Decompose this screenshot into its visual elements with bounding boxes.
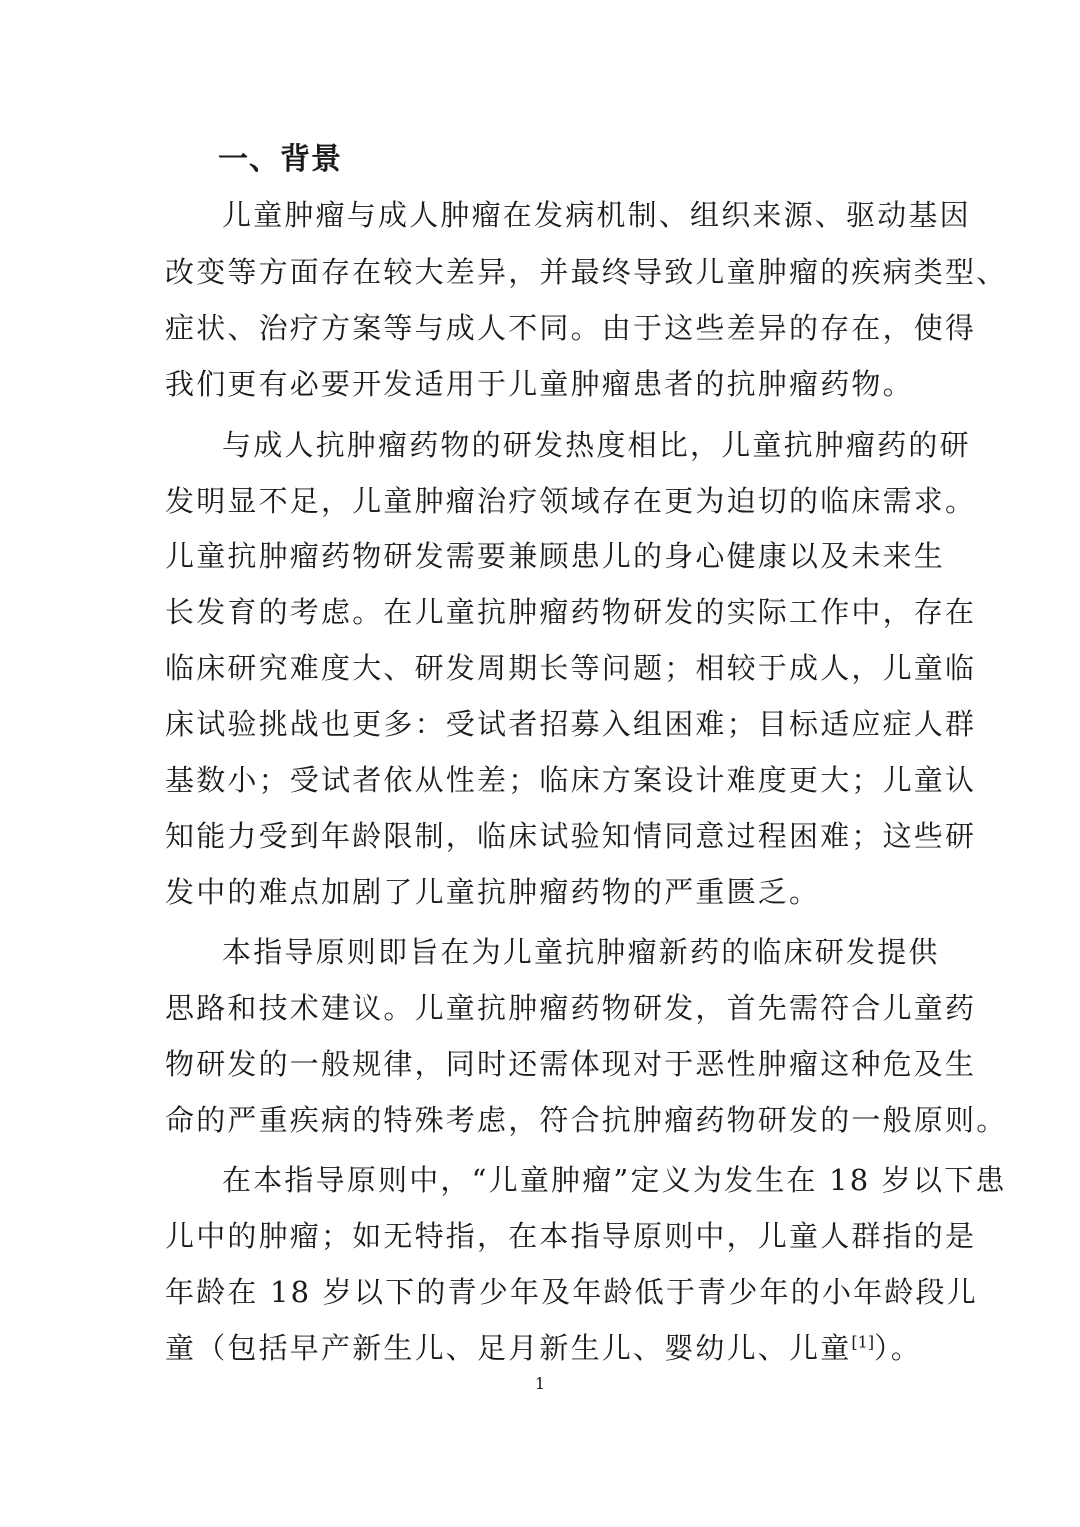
paragraph-3-line-1: 本指导原则即旨在为儿童抗肿瘤新药的临床研发提供	[222, 935, 940, 969]
paragraph-2-line-3: 儿童抗肿瘤药物研发需要兼顾患儿的身心健康以及未来生	[165, 539, 946, 573]
section-heading: 一、背景	[218, 142, 342, 177]
paragraph-2-line-2: 发明显不足，儿童肿瘤治疗领域存在更为迫切的临床需求。	[165, 484, 977, 518]
paragraph-2-line-9: 发中的难点加剧了儿童抗肿瘤药物的严重匮乏。	[165, 875, 821, 909]
paragraph-3-line-3: 物研发的一般规律，同时还需体现对于恶性肿瘤这种危及生	[165, 1047, 977, 1081]
paragraph-4-line-1: 在本指导原则中，“儿童肿瘤”定义为发生在 18 岁以下患	[222, 1163, 1007, 1197]
paragraph-2-line-7: 基数小；受试者依从性差；临床方案设计难度更大；儿童认	[165, 763, 977, 797]
paragraph-4-line-4-text: 童（包括早产新生儿、足月新生儿、婴幼儿、儿童	[165, 1331, 852, 1365]
paragraph-2-line-5: 临床研究难度大、研发周期长等问题；相较于成人，儿童临	[165, 651, 977, 685]
paragraph-1-line-3: 症状、治疗方案等与成人不同。由于这些差异的存在，使得	[165, 311, 977, 345]
paragraph-2-line-8: 知能力受到年龄限制，临床试验知情同意过程困难；这些研	[165, 819, 977, 853]
paragraph-2-line-4: 长发育的考虑。在儿童抗肿瘤药物研发的实际工作中，存在	[165, 595, 977, 629]
reference-mark: [1]	[851, 1332, 875, 1352]
paragraph-4-line-2: 儿中的肿瘤；如无特指，在本指导原则中，儿童人群指的是	[165, 1219, 977, 1253]
paragraph-1-line-1: 儿童肿瘤与成人肿瘤在发病机制、组织来源、驱动基因	[222, 198, 971, 232]
paragraph-4-line-4	[165, 1328, 922, 1368]
paragraph-3-line-4: 命的严重疾病的特殊考虑，符合抗肿瘤药物研发的一般原则。	[165, 1103, 1008, 1137]
page-number: 1	[534, 1374, 546, 1393]
paragraph-4-line-3: 年龄在 18 岁以下的青少年及年龄低于青少年的小年龄段儿	[165, 1275, 978, 1309]
paragraph-3-line-2: 思路和技术建议。儿童抗肿瘤药物研发，首先需符合儿童药	[165, 991, 977, 1025]
paragraph-2-line-6: 床试验挑战也更多：受试者招募入组困难；目标适应症人群	[165, 707, 977, 741]
paragraph-1-line-4: 我们更有必要开发适用于儿童肿瘤患者的抗肿瘤药物。	[165, 367, 914, 401]
paragraph-1-line-2: 改变等方面存在较大差异，并最终导致儿童肿瘤的疾病类型、	[165, 255, 1008, 289]
paragraph-4-line-4-end: ）。	[874, 1331, 922, 1365]
paragraph-2-line-1: 与成人抗肿瘤药物的研发热度相比，儿童抗肿瘤药的研	[222, 428, 971, 462]
